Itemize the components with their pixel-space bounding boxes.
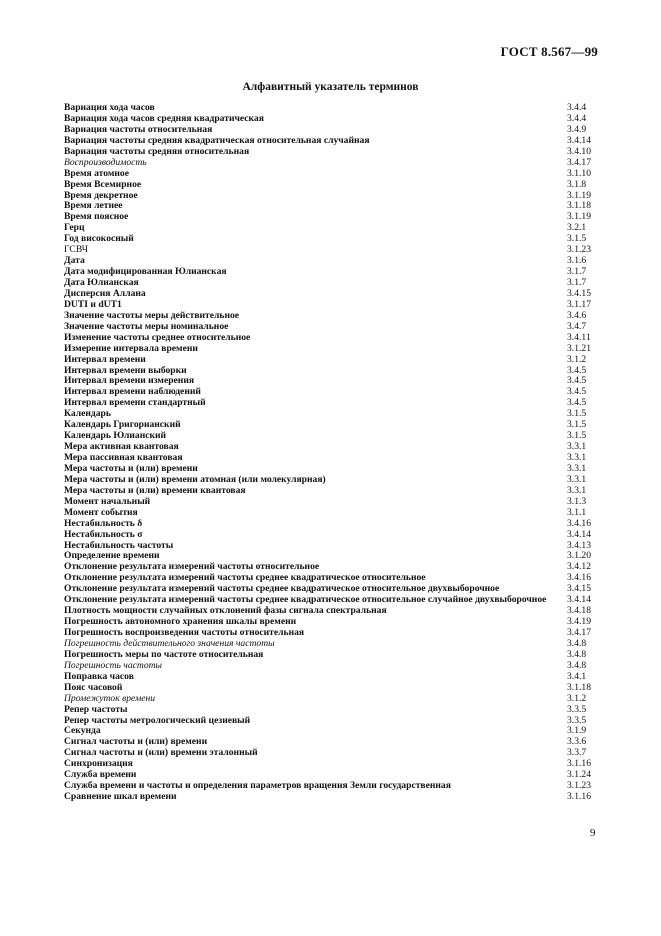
index-reference: 3.1.8	[567, 178, 587, 190]
index-term: Нестабильность σ	[64, 528, 143, 540]
index-reference: 3.1.7	[567, 266, 587, 278]
index-term: Вариация хода часов средняя квадратическая	[64, 112, 264, 124]
index-reference: 3.1.17	[567, 298, 591, 310]
index-reference: 3.1.20	[567, 550, 591, 562]
index-term: Погрешность автономного хранения шкалы времени	[64, 616, 297, 628]
index-reference: 3.1.2	[567, 692, 587, 704]
index-reference: 3.1.19	[567, 211, 591, 223]
index-entry	[64, 705, 592, 716]
index-reference: 3.4.14	[567, 594, 591, 606]
index-term: Мера частоты и (или) времени	[64, 462, 198, 474]
index-entry	[64, 245, 592, 256]
index-term: Календарь Григорианский	[64, 419, 181, 431]
index-reference: 3.4.15	[567, 583, 591, 595]
index-term: Вариация частоты относительная	[64, 123, 213, 135]
index-reference: 3.4.5	[567, 397, 587, 409]
index-reference: 3.4.7	[567, 320, 587, 332]
index-entry	[64, 748, 592, 759]
term-index-list	[64, 103, 592, 803]
index-term: Время Всемирное	[64, 178, 142, 190]
index-reference: 3.4.14	[567, 134, 591, 146]
index-reference: 3.1.9	[567, 725, 587, 737]
index-reference: 3.1.16	[567, 758, 591, 770]
index-term: Вариация частоты средняя квадратическая относительная случайная	[64, 134, 370, 146]
index-term: Отклонение результата измерений частоты среднее квадратическое относительное двухвыборочное	[64, 583, 500, 595]
index-entry	[64, 792, 592, 803]
index-reference: 3.3.5	[567, 703, 587, 715]
index-reference: 3.1.23	[567, 244, 591, 256]
index-reference: 3.2.1	[567, 222, 587, 234]
index-reference: 3.4.5	[567, 386, 587, 398]
index-reference: 3.4.17	[567, 627, 591, 638]
index-term: Время декретное	[64, 189, 138, 201]
page-title: Алфавитный указатель терминов	[242, 81, 419, 93]
index-term: Сигнал частоты и (или) времени эталонный	[64, 747, 258, 759]
index-reference: 3.4.5	[567, 364, 587, 376]
index-entry	[64, 234, 592, 245]
index-term: Воспроизводимость	[64, 156, 147, 168]
index-entry	[64, 191, 592, 202]
index-term: Дисперсия Аллана	[64, 287, 146, 299]
index-entry	[64, 212, 592, 223]
index-reference: 3.3.6	[567, 736, 587, 748]
index-term: Календарь	[64, 408, 111, 420]
index-term: Нестабильность δ	[64, 517, 143, 529]
index-reference: 3.1.2	[567, 353, 587, 365]
index-term: Герц	[64, 222, 85, 234]
index-term: Мера частоты и (или) времени квантовая	[64, 484, 246, 496]
index-term: Синхронизация	[64, 758, 133, 770]
index-term: Мера частоты и (или) времени атомная (или молекулярная)	[64, 473, 326, 485]
index-reference: 3.4.16	[567, 517, 591, 529]
index-reference: 3.3.1	[567, 484, 587, 496]
index-entry	[64, 398, 592, 409]
standard-header: ГОСТ 8.567—99	[500, 44, 598, 59]
index-reference: 3.4.17	[567, 156, 591, 168]
index-term: Промежуток времени	[64, 692, 156, 704]
index-entry	[64, 344, 592, 355]
index-term: Вариация хода часов	[64, 102, 155, 113]
index-term: Измерение интервала времени	[64, 342, 198, 354]
index-term: Погрешность воспроизведения частоты относительная	[64, 627, 305, 638]
index-reference: 3.1.5	[567, 233, 587, 245]
index-reference: 3.4.8	[567, 637, 587, 649]
index-term: Интервал времени	[64, 353, 146, 365]
index-term: Нестабильность частоты	[64, 539, 174, 551]
index-reference: 3.4.4	[567, 112, 587, 124]
index-term: Дата	[64, 255, 85, 267]
index-reference: 3.4.8	[567, 659, 587, 671]
index-reference: 3.1.5	[567, 430, 587, 442]
index-term: Секунда	[64, 725, 101, 737]
index-reference: 3.4.16	[567, 572, 591, 584]
index-reference: 3.1.7	[567, 277, 587, 288]
index-entry	[64, 201, 592, 212]
index-term: Время атомное	[64, 167, 129, 179]
index-reference: 3.3.1	[567, 452, 587, 463]
index-term: Интервал времени измерения	[64, 375, 195, 387]
index-term: Пояс часовой	[64, 681, 123, 693]
index-reference: 3.4.6	[567, 309, 587, 321]
index-term: Значение частоты меры номинальное	[64, 320, 229, 332]
index-entry	[64, 355, 592, 366]
index-entry	[64, 289, 592, 300]
index-reference: 3.1.3	[567, 495, 587, 507]
index-term: Отклонение результата измерений частоты относительное	[64, 561, 320, 573]
index-term: Сравнение шкал времени	[64, 791, 177, 803]
index-term: Вариация частоты средняя относительная	[64, 145, 250, 157]
index-reference: 3.4.8	[567, 648, 587, 660]
index-reference: 3.1.23	[567, 780, 591, 792]
index-term: Календарь Юлианский	[64, 430, 167, 442]
index-term: Время поясное	[64, 211, 129, 223]
index-entry	[64, 519, 592, 530]
index-reference: 3.4.5	[567, 375, 587, 387]
index-reference: 3.3.7	[567, 747, 587, 759]
index-reference: 3.4.1	[567, 670, 587, 682]
index-term: Погрешность частоты	[64, 659, 163, 671]
index-term: Репер частоты	[64, 703, 128, 715]
index-entry	[64, 716, 592, 727]
index-term: Изменение частоты среднее относительное	[64, 331, 251, 343]
index-entry	[64, 223, 592, 234]
index-reference: 3.1.19	[567, 189, 591, 201]
index-term: Служба времени и частоты и определения параметров вращения Земли государственная	[64, 780, 451, 792]
page-number: 9	[590, 827, 596, 839]
index-entry	[64, 497, 592, 508]
index-term: Определение времени	[64, 550, 160, 562]
index-entry	[64, 333, 592, 344]
index-entry	[64, 169, 592, 180]
index-term: Интервал времени наблюдений	[64, 386, 201, 398]
index-reference: 3.1.5	[567, 408, 587, 420]
index-reference: 3.1.24	[567, 769, 591, 781]
index-reference: 3.4.18	[567, 605, 591, 617]
index-term: ГСВЧ	[64, 244, 88, 256]
index-term: Сигнал частоты и (или) времени	[64, 736, 208, 748]
index-term: Погрешность действительного значения частоты	[64, 637, 275, 649]
index-reference: 3.4.4	[567, 102, 587, 113]
index-term: Плотность мощности случайных отклонений фазы сигнала спектральная	[64, 605, 387, 617]
index-reference: 3.3.1	[567, 473, 587, 485]
index-reference: 3.3.1	[567, 462, 587, 474]
index-reference: 3.1.5	[567, 419, 587, 431]
index-reference: 3.3.5	[567, 714, 587, 726]
index-reference: 3.3.1	[567, 441, 587, 453]
index-term: Репер частоты метрологический цезиевый	[64, 714, 251, 726]
index-term: DUTI и dUT1	[64, 298, 122, 310]
index-term: Поправка часов	[64, 670, 134, 682]
index-term: Служба времени	[64, 769, 137, 781]
index-entry	[64, 530, 592, 541]
index-entry	[64, 683, 592, 694]
index-term: Значение частоты меры действительное	[64, 309, 240, 321]
index-reference: 3.1.18	[567, 200, 591, 212]
index-term: Отклонение результата измерений частоты среднее квадратическое относительное	[64, 572, 426, 584]
index-reference: 3.1.1	[567, 506, 587, 518]
index-entry	[64, 158, 592, 169]
index-term: Дата модифицированная Юлианская	[64, 266, 227, 278]
index-entry	[64, 180, 592, 191]
index-term: Интервал времени выборки	[64, 364, 187, 376]
index-reference: 3.4.11	[567, 331, 591, 343]
index-reference: 3.4.14	[567, 528, 591, 540]
index-term: Год високосный	[64, 233, 134, 245]
index-reference: 3.1.10	[567, 167, 591, 179]
index-reference: 3.4.9	[567, 123, 587, 135]
index-term: Дата Юлианская	[64, 277, 139, 288]
index-term: Отклонение результата измерений частоты среднее квадратическое относительное случайное двухвыборочное	[64, 594, 547, 606]
index-reference: 3.4.19	[567, 616, 591, 628]
index-term: Время летнее	[64, 200, 123, 212]
index-term: Момент начальный	[64, 495, 151, 507]
index-reference: 3.4.10	[567, 145, 591, 157]
index-term: Мера активная квантовая	[64, 441, 179, 453]
index-entry	[64, 267, 592, 278]
index-reference: 3.1.21	[567, 342, 591, 354]
index-term: Интервал времени стандартный	[64, 397, 206, 409]
index-reference: 3.1.16	[567, 791, 591, 803]
index-entry	[64, 694, 592, 705]
index-reference: 3.4.12	[567, 561, 591, 573]
index-reference: 3.1.18	[567, 681, 591, 693]
index-entry	[64, 508, 592, 519]
index-term: Мера пассивная квантовая	[64, 452, 183, 463]
index-entry	[64, 759, 592, 770]
index-term: Момент события	[64, 506, 138, 518]
index-reference: 3.4.15	[567, 287, 591, 299]
index-reference: 3.1.6	[567, 255, 587, 267]
index-entry	[64, 672, 592, 683]
index-entry	[64, 661, 592, 672]
index-term: Погрешность меры по частоте относительная	[64, 648, 264, 660]
index-reference: 3.4.13	[567, 539, 591, 551]
